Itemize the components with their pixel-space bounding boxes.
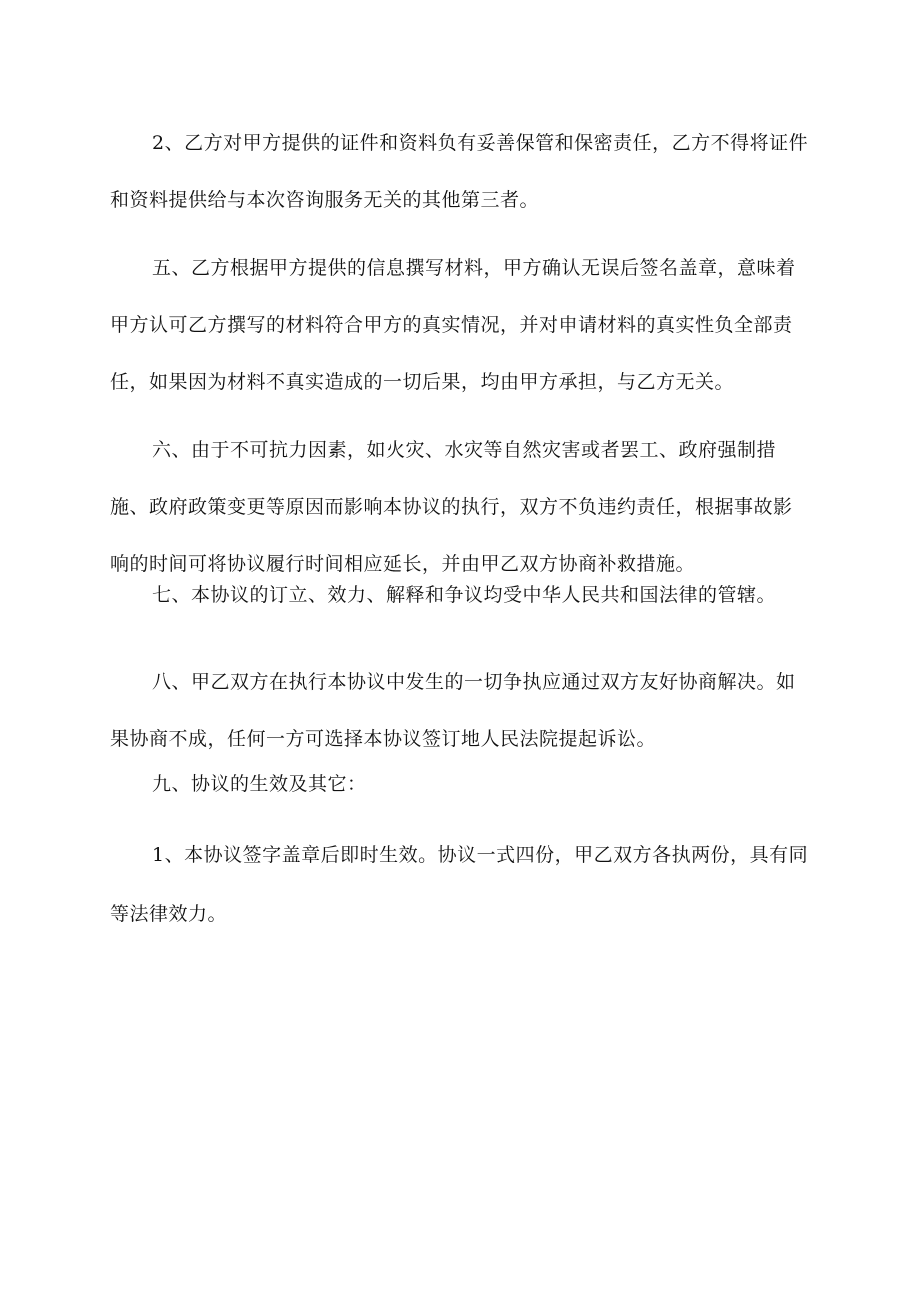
- paragraph-clause-2-confidentiality: 2、乙方对甲方提供的证件和资料负有妥善保管和保密责任，乙方不得将证件和资料提供给与本次咨询服务无关的其他第三者。: [110, 132, 809, 211]
- paragraph-clause-6-force-majeure: 六、由于不可抗力因素，如火灾、水灾等自然灾害或者罢工、政府强制措施、政府政策变更等原因而影响本协议的执行，双方不负违约责任，根据事故影响的时间可将协议履行时间相应延长，并由甲乙双方协商补救措施。: [110, 439, 793, 575]
- paragraph-clause-5-materials: 五、乙方根据甲方提供的信息撰写材料，甲方确认无误后签名盖章，意味着甲方认可乙方撰写的材料符合甲方的真实情况，并对申请材料的真实性负全部责任，如果因为材料不真实造成的一切后果，均由甲方承担，与乙方无关。: [110, 257, 796, 393]
- paragraph-clause-9-1-effectiveness: 1、本协议签字盖章后即时生效。协议一式四份，甲乙双方各执两份，具有同等法律效力。: [110, 844, 809, 925]
- paragraph-clause-7-governing-law: 七、本协议的订立、效力、解释和争议均受中华人民共和国法律的管辖。: [152, 584, 777, 606]
- paragraph-clause-9-heading: 九、协议的生效及其它：: [152, 773, 367, 795]
- paragraph-clause-8-disputes: 八、甲乙双方在执行本协议中发生的一切争执应通过双方友好协商解决。如果协商不成，任何一方可选择本协议签订地人民法院提起诉讼。: [110, 671, 796, 750]
